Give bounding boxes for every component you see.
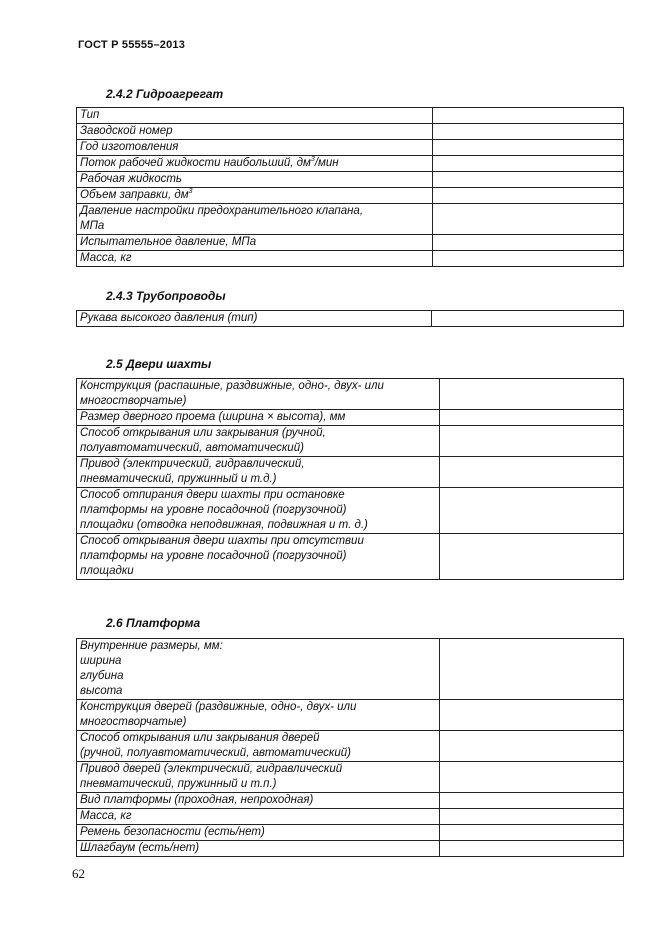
row-label-text: Привод дверей (электрический, гидравлический пневматический, пружинный и т.п.)	[80, 763, 343, 790]
section-title-platform: 2.6 Платформа	[106, 616, 201, 630]
row-label	[77, 809, 440, 825]
row-label	[77, 426, 440, 457]
pipelines-table	[76, 310, 624, 327]
row-value-field[interactable]	[440, 639, 624, 700]
row-value-field[interactable]	[431, 311, 623, 327]
page-number: 62	[72, 866, 85, 881]
row-value-field[interactable]	[432, 204, 623, 235]
row-label	[77, 140, 433, 156]
row-label-text: Объем заправки, дм	[80, 189, 189, 201]
row-label	[77, 311, 432, 327]
row-label	[77, 156, 433, 172]
row-value-field[interactable]	[432, 108, 623, 124]
row-label	[77, 204, 433, 235]
row-label-text: Конструкция (распашные, раздвижные, одно-, двух- или многостворчатые)	[80, 380, 384, 407]
table-row	[77, 809, 624, 825]
row-label-text: Год изготовления	[80, 141, 179, 153]
row-value-field[interactable]	[440, 762, 624, 793]
row-label-text: Поток рабочей жидкости наибольший, дм	[80, 157, 311, 169]
row-label-text: Рабочая жидкость	[80, 173, 182, 185]
section-title-pipelines: 2.4.3 Трубопроводы	[106, 289, 226, 303]
row-label-text: Способ открывания или закрывания дверей (ручной, полуавтоматический, автоматический)	[80, 732, 351, 759]
table-row	[77, 426, 624, 457]
table-row	[77, 172, 624, 188]
table-row	[77, 108, 624, 124]
row-value-field[interactable]	[432, 124, 623, 140]
table-row	[77, 731, 624, 762]
platform-table	[76, 638, 624, 857]
row-value-field[interactable]	[440, 809, 624, 825]
row-value-field[interactable]	[432, 235, 623, 251]
unit-superscript: 3	[310, 156, 315, 164]
table-row	[77, 825, 624, 841]
row-value-field[interactable]	[440, 841, 624, 857]
table-row	[77, 251, 624, 267]
row-label	[77, 488, 440, 534]
row-label	[77, 700, 440, 731]
row-label	[77, 188, 433, 204]
row-label-text: Привод (электрический, гидравлический, пневматический, пружинный и т.д.)	[80, 458, 305, 485]
table-row	[77, 379, 624, 410]
row-label-text: Способ отпирания двери шахты при остановке платформы на уровне посадочной (погрузочной) площадки (отводка неподвижная, подвижная и т. д.)	[80, 489, 368, 531]
table-row	[77, 639, 624, 700]
row-value-field[interactable]	[440, 426, 624, 457]
row-label-text: Ремень безопасности (есть/нет)	[80, 826, 265, 838]
row-label-text: Заводской номер	[80, 125, 173, 137]
hydro-unit-table	[76, 107, 624, 267]
row-value-field[interactable]	[440, 410, 624, 426]
row-label-text: Способ открывания или закрывания (ручной, полуавтоматический, автоматический)	[80, 427, 326, 454]
row-label	[77, 235, 433, 251]
row-value-field[interactable]	[432, 172, 623, 188]
table-row	[77, 841, 624, 857]
row-value-field[interactable]	[432, 251, 623, 267]
row-value-field[interactable]	[440, 731, 624, 762]
row-label	[77, 172, 433, 188]
row-value-field[interactable]	[440, 534, 624, 580]
table-row	[77, 762, 624, 793]
row-value-field[interactable]	[432, 188, 623, 204]
table-row	[77, 156, 624, 172]
row-label-text: Испытательное давление, МПа	[80, 236, 257, 248]
row-value-field[interactable]	[440, 379, 624, 410]
table-row	[77, 204, 624, 235]
unit-superscript: 3	[188, 188, 193, 196]
document-header: ГОСТ Р 55555–2013	[78, 39, 186, 51]
table-row	[77, 410, 624, 426]
row-value-field[interactable]	[432, 140, 623, 156]
row-value-field[interactable]	[440, 825, 624, 841]
row-label	[77, 731, 440, 762]
row-label-text: Вид платформы (проходная, непроходная)	[80, 794, 314, 806]
row-label	[77, 639, 440, 700]
table-row	[77, 124, 624, 140]
row-label	[77, 124, 433, 140]
table-row	[77, 311, 624, 327]
row-label-text: Размер дверного проема (ширина × высота), мм	[80, 411, 346, 423]
table-row	[77, 700, 624, 731]
row-value-field[interactable]	[440, 457, 624, 488]
table-row	[77, 188, 624, 204]
row-label	[77, 841, 440, 857]
row-label	[77, 534, 440, 580]
row-label	[77, 410, 440, 426]
unit-suffix: /мин	[314, 157, 339, 169]
section-title-shaft-doors: 2.5 Двери шахты	[106, 357, 212, 371]
table-row	[77, 488, 624, 534]
row-label	[77, 379, 440, 410]
row-label	[77, 793, 440, 809]
section-title-hydro-unit: 2.4.2 Гидроагрегат	[106, 87, 224, 101]
row-label-text: Масса, кг	[80, 252, 132, 264]
row-label-text: Шлагбаум (есть/нет)	[80, 842, 200, 854]
row-label	[77, 108, 433, 124]
table-row	[77, 793, 624, 809]
row-label-text: Тип	[80, 109, 100, 121]
row-label-text: Давление настройки предохранительного клапана, МПа	[80, 205, 364, 232]
row-label	[77, 762, 440, 793]
row-label	[77, 825, 440, 841]
row-label-text: Рукава высокого давления (тип)	[80, 312, 258, 324]
row-label	[77, 251, 433, 267]
row-value-field[interactable]	[432, 156, 623, 172]
row-label-text: Масса, кг	[80, 810, 132, 822]
row-label-text: Конструкция дверей (раздвижные, одно-, двух- или многостворчатые)	[80, 701, 357, 728]
table-row	[77, 457, 624, 488]
row-value-field[interactable]	[440, 700, 624, 731]
row-value-field[interactable]	[440, 793, 624, 809]
table-row	[77, 235, 624, 251]
table-row	[77, 140, 624, 156]
row-label-text: Внутренние размеры, мм: ширина глубина высота	[80, 640, 223, 697]
table-row	[77, 534, 624, 580]
row-label-text: Способ открывания двери шахты при отсутствии платформы на уровне посадочной (погрузочной) площадки	[80, 535, 364, 577]
shaft-doors-table	[76, 378, 624, 580]
row-value-field[interactable]	[440, 488, 624, 534]
row-label	[77, 457, 440, 488]
